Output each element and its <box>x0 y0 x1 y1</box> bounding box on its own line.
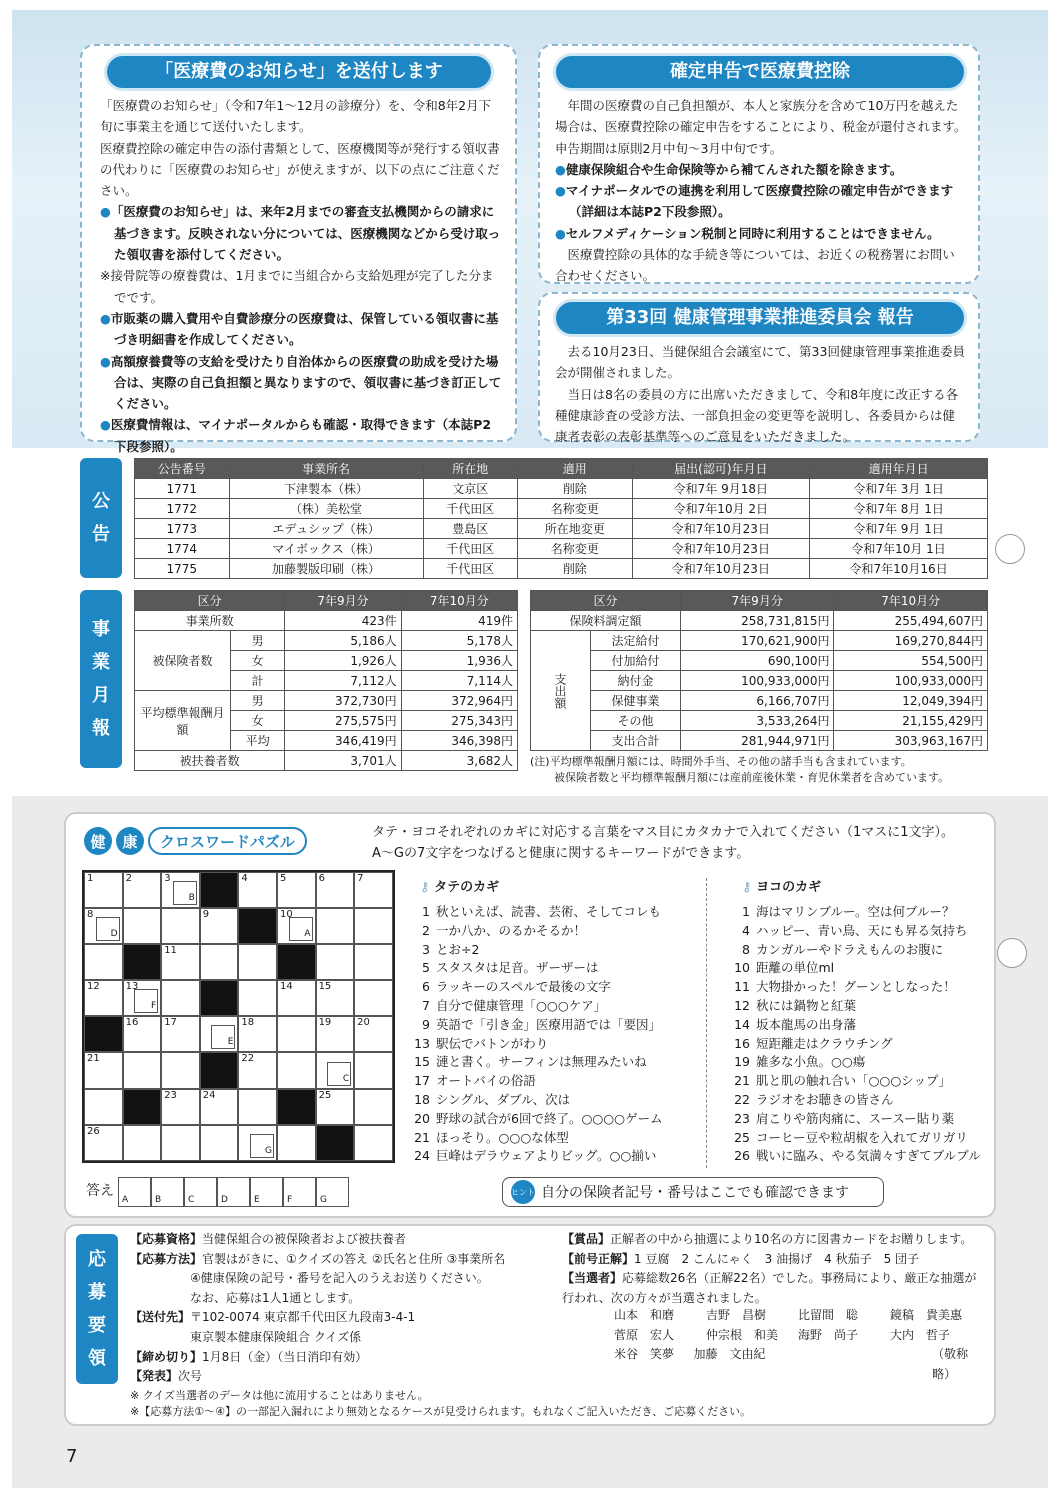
grid-cell[interactable] <box>238 1089 277 1125</box>
clue-number: 6 <box>318 873 325 884</box>
grid-cell[interactable] <box>84 944 123 980</box>
grid-cell[interactable] <box>238 1052 277 1088</box>
grid-cell[interactable] <box>200 1125 239 1161</box>
col-header: 7年9月分 <box>680 591 834 611</box>
grid-cell[interactable] <box>84 908 123 944</box>
table-row: 1774 マイボックス（株） 千代田区 名称変更 令和7年10月23日 令和7年10月 1日 <box>135 539 988 559</box>
notice-line-1: 「医療費のお知らせ」（令和7年1～12月の診療分）を、令和8年2月下旬に事業主を通じて送付いたします。 <box>100 98 492 135</box>
clue-item: 21 肌と肌の触れ合い「○○○シップ」 <box>734 1073 951 1089</box>
grid-cell[interactable] <box>84 980 123 1016</box>
clue-item: 4 ハッピー、青い鳥、天にも昇る気持ち <box>742 922 968 938</box>
col-header: 適用年月日 <box>810 459 988 479</box>
clue-item: 21 ほっそり。○○○な体型 <box>414 1129 569 1145</box>
clue-number: 2 <box>125 873 132 884</box>
col-header: 公告番号 <box>135 459 230 479</box>
clue-item: 7 自分で健康管理「○○○ケア」 <box>422 997 607 1013</box>
grid-cell[interactable] <box>238 980 277 1016</box>
clue-number: 12 <box>87 981 100 993</box>
letter-box: C <box>327 1062 351 1086</box>
oubo-line: 東京製本健康保険組合 クイズ係 <box>190 1329 362 1344</box>
answer-box[interactable]: D <box>217 1177 250 1207</box>
clue-number: 4 <box>241 873 248 884</box>
grid-cell[interactable] <box>123 1052 162 1088</box>
grid-cell[interactable] <box>200 1089 239 1125</box>
grid-cell[interactable] <box>161 944 200 980</box>
col-header: 適用 <box>518 459 632 479</box>
clue-number: 19 <box>318 1017 332 1029</box>
answer-box[interactable]: E <box>250 1177 283 1207</box>
grid-cell[interactable] <box>354 1052 393 1088</box>
grid-cell[interactable] <box>316 1052 355 1088</box>
kokoku-table <box>134 458 988 579</box>
clue-item: 10 距離の単位ml <box>734 960 835 976</box>
puzzle-title: 健 康 クロスワードパズル <box>84 826 307 856</box>
clue-item: 25 コーヒー豆や粒胡椒を入れてガリガリ <box>734 1129 968 1145</box>
clue-item: 15 漣と書く。サーフィンは無理みたいね <box>414 1054 647 1070</box>
grid-cell[interactable] <box>354 1016 393 1052</box>
winners-row: 菅原 宏人 仲宗根 和美 海野 尚子 大内 哲子 <box>614 1327 951 1342</box>
answer-box[interactable]: F <box>283 1177 316 1207</box>
clue-item: 18 シングル、ダブル、次は <box>414 1091 571 1107</box>
grid-cell[interactable] <box>277 1125 316 1161</box>
grid-cell[interactable] <box>200 944 239 980</box>
answer-box[interactable]: A <box>118 1177 151 1207</box>
table-row: 1775 加藤製版印刷（株） 千代田区 削除 令和7年10月23日 令和7年10月16日 <box>135 559 988 579</box>
clue-item: 11 大物掛かった！グーンとしなった！ <box>734 979 956 995</box>
clue-item: 6 ラッキーのスペルで最後の文字 <box>422 979 611 995</box>
grid-cell[interactable] <box>354 944 393 980</box>
tax-bullet-3: ●セルフメディケーション税制と同時に利用することはできません。 <box>555 225 940 241</box>
grid-cell[interactable] <box>161 872 200 908</box>
clue-item: 16 短距離走はクラウチング <box>734 1035 893 1051</box>
grid-cell[interactable] <box>123 980 162 1016</box>
grid-cell[interactable] <box>161 980 200 1016</box>
clue-divider <box>706 878 707 1168</box>
col-header: 届出(認可)年月日 <box>632 459 810 479</box>
grid-cell[interactable] <box>123 908 162 944</box>
oubo-line: 【前号正解】1 豆腐 2 こんにゃく 3 油揚げ 4 秋茄子 5 団子 <box>562 1251 920 1266</box>
clue-number: 20 <box>357 1017 370 1029</box>
grid-cell[interactable] <box>316 980 355 1016</box>
black-cell <box>123 944 162 980</box>
col-header: 事業所名 <box>229 459 423 479</box>
answer-box[interactable]: C <box>184 1177 217 1207</box>
clue-item: 1 海はマリンブルー。空は何ブルー？ <box>742 904 955 919</box>
clue-item: 3 とお÷2 <box>422 941 480 957</box>
oubo-notes: ※ クイズ当選者のデータは他に流用することはありません。 ※【応募方法①～④】の一部記入漏れにより無効となるケースが見受けられます。もれなくご記入いただき、ご応募ください。 <box>130 1389 752 1418</box>
jigyo-side-label: 事 業 月 報 <box>80 590 122 768</box>
key-icon: ⚷ <box>420 880 435 895</box>
clue-number: 21 <box>87 1053 100 1065</box>
clue-item: 24 巨峰はデラウェアよりビッグ。○○揃い <box>414 1148 657 1164</box>
clue-number: 9 <box>202 909 210 921</box>
committee-body <box>555 341 967 447</box>
notice-body <box>100 95 502 457</box>
black-cell <box>200 1052 239 1088</box>
tax-outro: 医療費控除の具体的な手続き等については、お近くの税務署にお問い合わせください。 <box>555 247 955 284</box>
clue-number: 11 <box>164 945 177 957</box>
oubo-line: 【賞品】正解者の中から抽選により10名の方に図書カードをお贈りします。 <box>562 1232 973 1246</box>
kokoku-side-label: 公 告 <box>80 458 122 578</box>
clue-number: 5 <box>279 873 287 884</box>
binder-hole <box>995 534 1025 564</box>
jigyo-left-table: 区分 7年9月分 7年10月分 事業所数 423件 419件 被保険者数 男 5,186人 5,178人 女 1,926人 1,936人 計 7,112人 7,114人 平均標準報酬月額 男 372,730円 372,964円 女 275,575円 275,343円 平均 346,419円 346,398円 被扶養者数 3,701人 3,682人 <box>134 590 518 771</box>
letter-box: E <box>211 1025 235 1049</box>
puzzle-instructions: タテ・ヨコそれぞれのカギに対応する言葉をマス目にカタカナで入れてください（1マスに1文字）。 A～Gの7文字をつなげると健康に関するキーワードができます。 <box>372 825 955 861</box>
clue-item: 22 ラジオをお聴きの皆さん <box>734 1091 894 1107</box>
grid-cell[interactable] <box>123 872 162 908</box>
grid-cell[interactable] <box>84 1125 123 1161</box>
answer-box[interactable]: B <box>151 1177 184 1207</box>
clue-item: 14 坂本龍馬の出身藩 <box>734 1016 857 1032</box>
clue-item: 13 駅伝でバトンがわり <box>414 1035 549 1051</box>
col-header: 7年10月分 <box>401 591 517 611</box>
clue-item: 26 戦いに臨み、やる気満々すぎてブルブル <box>734 1148 981 1164</box>
clue-number: 14 <box>279 981 293 993</box>
notice-line-2: 医療費控除の確定申告の添付書類として、医療機関等が発行する領収書の代わりに「医療費のお知らせ」が使えますが、以下の点にご注意ください。 <box>100 140 500 199</box>
grid-cell[interactable] <box>84 1052 123 1088</box>
yoko-clues <box>730 903 990 1166</box>
oubo-line: 【応募方法】官製はがきに、①クイズの答え ②氏名と住所 ③事業所名 <box>130 1251 506 1266</box>
letter-box: G <box>250 1134 274 1158</box>
notice-title: 「医療費のお知らせ」を送付します <box>104 53 494 91</box>
clue-number: 17 <box>164 1017 177 1029</box>
clue-number: 23 <box>164 1089 177 1101</box>
answer-box[interactable]: G <box>316 1177 349 1207</box>
oubo-left <box>130 1230 550 1387</box>
black-cell <box>238 908 277 944</box>
key-icon: ⚷ <box>742 880 757 895</box>
oubo-line: 【当選者】応募総数26名（正解22名）でした。事務局により、厳正な抽選が行われ、次の方々が当選されました。 <box>562 1271 977 1305</box>
winners-list <box>614 1306 984 1384</box>
clue-number: 25 <box>318 1089 332 1101</box>
grid-cell[interactable] <box>238 872 277 908</box>
page-number: 7 <box>66 1446 78 1467</box>
grid-cell[interactable] <box>277 872 316 908</box>
clue-item: 9 英語で「引き金」医療用語では「要因」 <box>422 1016 662 1032</box>
grid-cell[interactable] <box>316 944 355 980</box>
table-row: 1771 下津製本（株） 文京区 削除 令和7年 9月18日 令和7年 3月 1日 <box>135 479 988 499</box>
clue-item: 1 秋といえば、読書、芸術、そしてコレも <box>422 904 662 919</box>
table-row: 1773 エデュシップ（株） 豊島区 所在地変更 令和7年10月23日 令和7年 9月 1日 <box>135 519 988 539</box>
grid-cell[interactable] <box>277 1052 316 1088</box>
grid-cell[interactable] <box>277 980 316 1016</box>
grid-cell[interactable] <box>277 1016 316 1052</box>
clue-number: 13 <box>125 981 139 993</box>
committee-title: 第33回 健康管理事業推進委員会 報告 <box>553 299 967 337</box>
clue-item: 2 一か八か、のるかそるか！ <box>422 922 587 938</box>
col-header: 所在地 <box>423 459 518 479</box>
committee-text-2: 当日は8名の委員の方に出席いただきまして、令和8年度に改正する各種健康診査の受診方法、一部負担金の変更等を説明し、各委員からは健康者表彰の表彰基準等へのご意見をいただきました。 <box>555 386 959 445</box>
answer-boxes[interactable] <box>118 1177 349 1207</box>
answer-label: 答え <box>86 1183 114 1199</box>
clue-number: 1 <box>87 873 94 884</box>
grid-cell[interactable] <box>123 1125 162 1161</box>
winners-row: 山本 和磨 吉野 昌樹 比留間 聡 鏡稿 貴美惠 <box>614 1308 963 1322</box>
clue-item: 20 野球の試合が6回で終了。○○○○ゲーム <box>414 1110 663 1126</box>
jigyo-right-table: 区分 7年9月分 7年10月分 保険料調定額 258,731,815円 255,494,607円 支出額 法定給付 170,621,900円 169,270,844円 付加給付 690,100円 554,500円 納付金 100,933,000円 100,933,000円 保健事業 6,166,707円 12,049,394円 その他 3,533,264円 21,155,429円 支出合計 281,944,971円 303,963,167円 <box>530 590 988 751</box>
grid-cell[interactable] <box>316 872 355 908</box>
binder-hole <box>997 938 1027 968</box>
black-cell <box>277 1089 316 1125</box>
notice-bullet-3: ●市販薬の購入費用や自費診療分の医療費は、保管している領収書に基づき明細書を作成してください。 <box>100 310 499 348</box>
black-cell <box>316 1125 355 1161</box>
committee-text-1: 去る10月23日、当健保組合会議室にて、第33回健康管理事業推進委員会が開催されました。 <box>555 344 965 381</box>
tax-intro: 年間の医療費の自己負担額が、本人と家族分を含めて10万円を越えた場合は、医療費控除の確定申告をすることにより、税金が還付されます。申告期間は原則2月中旬～3月中旬です。 <box>555 98 967 156</box>
letter-box: A <box>289 917 313 941</box>
jigyo-notes: (注)平均標準報酬月額には、時間外手当、その他の諸手当も含まれています。 被保険者数と平均標準報酬月額には産前産後休業・育児休業者を含めています。 <box>530 755 950 784</box>
clue-number: 18 <box>241 1017 255 1029</box>
oubo-right <box>562 1230 982 1308</box>
grid-cell[interactable] <box>161 908 200 944</box>
clue-number: 16 <box>125 1017 139 1029</box>
grid-cell[interactable] <box>238 1016 277 1052</box>
grid-cell[interactable] <box>316 1089 355 1125</box>
grid-cell[interactable] <box>161 1125 200 1161</box>
clue-number: 22 <box>241 1053 255 1065</box>
black-cell <box>200 980 239 1016</box>
clue-item: 17 オートバイの俗語 <box>414 1073 536 1089</box>
tax-body <box>555 95 967 287</box>
clue-item: 12 秋には鍋物と紅葉 <box>734 997 857 1013</box>
black-cell <box>84 1016 123 1052</box>
hint-badge: ヒント <box>511 1180 535 1204</box>
clue-number: 3 <box>164 873 171 884</box>
black-cell <box>200 872 239 908</box>
notice-bullet-1: ●「医療費のお知らせ」は、来年2月までの審査支払機関からの請求に基づきます。反映されない分については、医療機関などから受け取った領収書を添付してください。 <box>100 204 501 263</box>
clue-item: 5 スタスタは足音。ザーザーは <box>422 960 599 976</box>
tate-clues <box>410 903 700 1166</box>
clue-item: 19 雑多な小魚。○○瘍 <box>734 1054 866 1070</box>
col-header: 区分 <box>531 591 681 611</box>
col-header: 区分 <box>135 591 285 611</box>
clue-number: 8 <box>87 909 94 921</box>
grid-cell[interactable] <box>277 908 316 944</box>
tax-bullet-1: ●健康保険組合や生命保険等から補てんされた額を除きます。 <box>555 161 903 177</box>
grid-cell[interactable] <box>238 944 277 980</box>
tax-title: 確定申告で医療費控除 <box>553 53 967 91</box>
tax-bullet-2: ●マイナポータルでの連携を利用して医療費控除の確定申告ができます（詳細は本誌P2下段参照）。 <box>555 183 954 220</box>
tate-title: ⚷ タテのカギ <box>420 880 500 895</box>
grid-cell[interactable] <box>200 908 239 944</box>
col-header: 7年10月分 <box>834 591 988 611</box>
clue-number: 15 <box>318 981 332 993</box>
grid-cell[interactable] <box>84 872 123 908</box>
oubo-line: 【応募資格】当健保組合の被保険者および被扶養者 <box>130 1232 407 1246</box>
notice-bullet-2: ※接骨院等の療養費は、1月までに当組合から支給処理が完了した分までです。 <box>100 268 494 305</box>
clue-item: 23 肩こりや筋肉痛に、スースー貼り薬 <box>734 1110 955 1126</box>
notice-bullet-5: ●医療費情報は、マイナポータルからも確認・取得できます（本誌P2下段参照）。 <box>100 417 492 454</box>
grid-cell[interactable] <box>354 980 393 1016</box>
oubo-side-label: 応 募 要 領 <box>76 1234 118 1384</box>
grid-cell[interactable] <box>238 1125 277 1161</box>
clue-number: 10 <box>279 909 293 921</box>
notice-bullet-4: ●高額療養費等の支給を受けたり自治体からの医療費の助成を受けた場合は、実際の自己負担額と異なりますので、領収書に基づき訂正してください。 <box>100 353 502 412</box>
clue-item: 8 カンガルーやドラえもんのお腹に <box>742 941 944 957</box>
winners-row: 米谷 笑夢 加藤 文由紀 （敬称略） <box>614 1347 969 1381</box>
grid-cell[interactable] <box>354 908 393 944</box>
oubo-line: 【送付先】〒102-0074 東京都千代田区九段南3-4-1 <box>130 1310 416 1325</box>
letter-box: F <box>134 989 158 1013</box>
clue-number: 24 <box>202 1089 216 1101</box>
col-header: 7年9月分 <box>285 591 401 611</box>
grid-cell[interactable] <box>354 872 393 908</box>
table-row: 1772 （株）美松堂 千代田区 名称変更 令和7年10月 2日 令和7年 8月 1日 <box>135 499 988 519</box>
grid-cell[interactable] <box>161 1016 200 1052</box>
oubo-line: 【発表】次号 <box>130 1369 203 1384</box>
oubo-line: なお、応募は1人1通とします。 <box>190 1290 361 1305</box>
grid-cell[interactable] <box>354 1125 393 1161</box>
hint-box: ヒント 自分の保険者記号・番号はここでも確認できます <box>502 1177 884 1207</box>
clue-number: 26 <box>87 1125 100 1137</box>
crossword-grid[interactable] <box>82 870 395 1163</box>
black-cell <box>123 1089 162 1125</box>
grid-cell[interactable] <box>123 1016 162 1052</box>
grid-cell[interactable] <box>161 1052 200 1088</box>
oubo-line: 【締め切り】1月8日（金）（当日消印有効） <box>130 1349 368 1364</box>
yoko-title: ⚷ ヨコのカギ <box>742 880 822 895</box>
oubo-line: ④健康保険の記号・番号を記入のうえお送りください。 <box>190 1271 489 1286</box>
grid-cell[interactable] <box>354 1089 393 1125</box>
grid-cell[interactable] <box>316 1016 355 1052</box>
grid-cell[interactable] <box>84 1089 123 1125</box>
letter-box: D <box>96 917 120 941</box>
clue-number: 7 <box>357 873 364 884</box>
black-cell <box>277 944 316 980</box>
grid-cell[interactable] <box>316 908 355 944</box>
letter-box: B <box>173 881 197 905</box>
grid-cell[interactable] <box>200 1016 239 1052</box>
grid-cell[interactable] <box>161 1089 200 1125</box>
